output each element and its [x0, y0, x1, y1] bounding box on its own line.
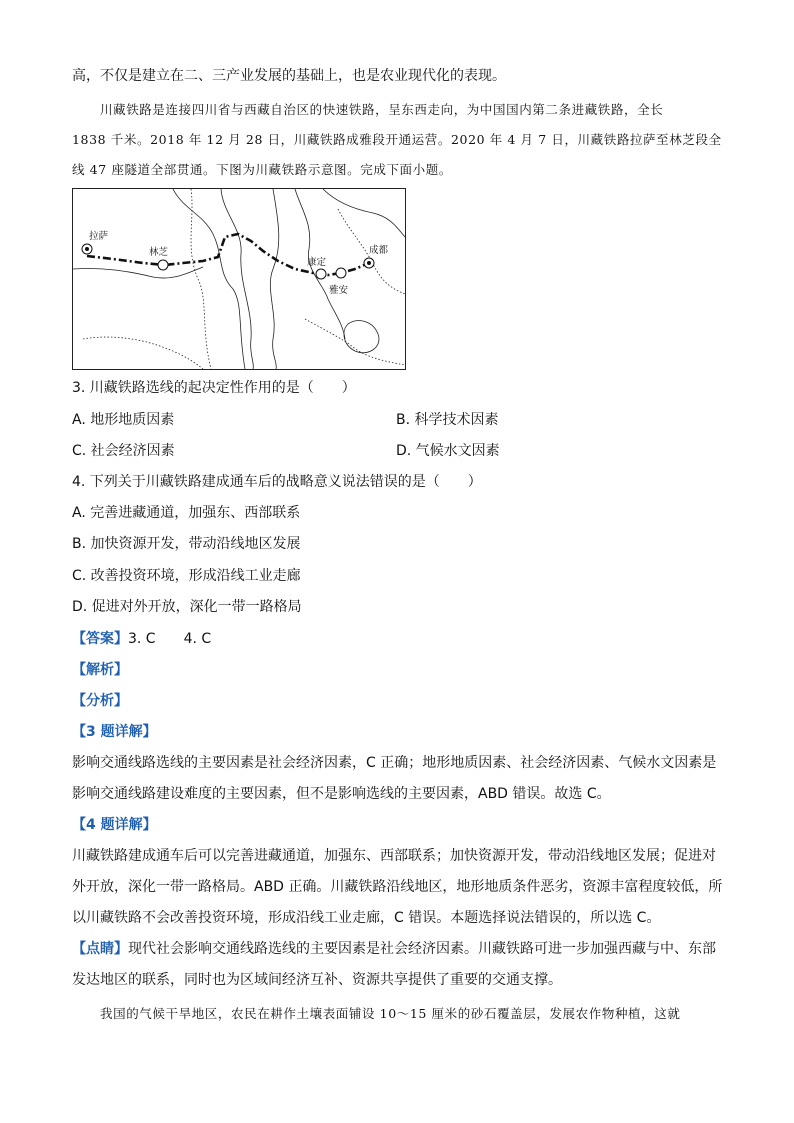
- question-4-option-a: A. 完善进藏通道，加强东、西部联系: [72, 505, 301, 521]
- city-label-lhasa: 拉萨: [89, 231, 109, 242]
- boundary-line: [83, 337, 203, 369]
- city-marker-lhasa: [82, 244, 92, 254]
- dianjing-text: 现代社会影响交通线路选线的主要因素是社会经济因素。川藏铁路可进一步加强西藏与中、东部: [128, 941, 716, 957]
- detail-4-tag: 【4 题详解】: [72, 817, 157, 833]
- river-line: [323, 189, 405, 237]
- analysis-tag: 【解析】: [72, 662, 128, 678]
- question-3-option-a: A. 地形地质因素: [72, 412, 175, 428]
- dianjing-line: [72, 939, 716, 959]
- answer-tag: 【答案】: [72, 631, 128, 647]
- detail-3-text: 影响交通线路选线的主要因素是社会经济因素，C 正确；地形地质因素、社会经济因素、气候水文因素是: [72, 755, 717, 771]
- answer-line: [72, 629, 211, 649]
- city-marker-chengdu: [364, 258, 374, 268]
- question-4-option-b: B. 加快资源开发，带动沿线地区发展: [72, 536, 301, 552]
- railway-line: [87, 234, 369, 275]
- question-3-option-d: D. 气候水文因素: [396, 443, 500, 459]
- city-label-nyingchi: 林芝: [149, 247, 169, 258]
- region-outline: [344, 321, 379, 353]
- text-line: 高，不仅是建立在二、三产业发展的基础上，也是农业现代化的表现。: [72, 68, 506, 84]
- question-3-option-c: C. 社会经济因素: [72, 443, 175, 459]
- fenxi-tag: 【分析】: [72, 693, 128, 709]
- detail-4-text: 以川藏铁路不会改善投资环境，形成沿线工业走廊，C 错误。本题选择说法错误的，所以选 C。: [72, 910, 661, 926]
- city-marker-kangding: [316, 269, 326, 279]
- city-label-kangding: 康定: [307, 257, 327, 268]
- dianjing-tag: 【点睛】: [72, 941, 128, 957]
- railway-map-svg: [73, 189, 405, 369]
- dianjing-text: 发达地区的联系，同时也为区域间经济互补、资源共享提供了重要的交通支撑。: [72, 972, 562, 988]
- question-4-option-d: D. 促进对外开放，深化一带一路格局: [72, 599, 302, 615]
- answer-text: 3. C 4. C: [128, 631, 212, 647]
- question-4-stem: 4. 下列关于川藏铁路建成通车后的战略意义说法错误的是（ ）: [72, 474, 482, 490]
- city-label-chengdu: 成都: [369, 245, 389, 256]
- question-4-option-c: C. 改善投资环境，形成沿线工业走廊: [72, 568, 301, 584]
- city-marker-yaan: [336, 268, 346, 278]
- passage-line: 线 47 座隧道全部贯通。下图为川藏铁路示意图。完成下面小题。: [72, 162, 452, 177]
- river-line: [173, 189, 245, 369]
- river-line: [73, 267, 203, 278]
- boundary-line: [305, 319, 405, 365]
- question-3-stem: 3. 川藏铁路选线的起决定性作用的是（ ）: [72, 380, 356, 396]
- detail-4-text: 川藏铁路建成通车后可以完善进藏通道，加强东、西部联系；加快资源开发，带动沿线地区发展；促进对: [72, 848, 716, 864]
- question-3-option-b: B. 科学技术因素: [396, 412, 499, 428]
- passage-line: 1838 千米。2018 年 12 月 28 日，川藏铁路成雅段开通运营。2020 年 4 月 7 日，川藏铁路拉萨至林芝段全: [72, 132, 722, 147]
- detail-3-tag: 【3 题详解】: [72, 724, 157, 740]
- boundary-line: [191, 189, 211, 369]
- passage-line: 川藏铁路是连接四川省与西藏自治区的快速铁路，呈东西走向，为中国国内第二条进藏铁路，全长: [100, 102, 664, 117]
- city-marker-nyingchi: [158, 260, 168, 270]
- river-line: [270, 189, 278, 369]
- detail-3-text: 影响交通线路建设难度的主要因素，但不是影响选线的主要因素，ABD 错误。故选 C。: [72, 786, 611, 802]
- next-passage-line: 我国的气候干旱地区，农民在耕作土壤表面铺设 10～15 厘米的砂石覆盖层，发展农作物种植，这就: [100, 1006, 681, 1021]
- detail-4-text: 外开放，深化一带一路格局。ABD 正确。川藏铁路沿线地区，地形地质条件恶劣，资源丰富程度较低，所: [72, 879, 723, 895]
- railway-map: [72, 188, 406, 370]
- city-label-yaan: 雅安: [329, 285, 349, 296]
